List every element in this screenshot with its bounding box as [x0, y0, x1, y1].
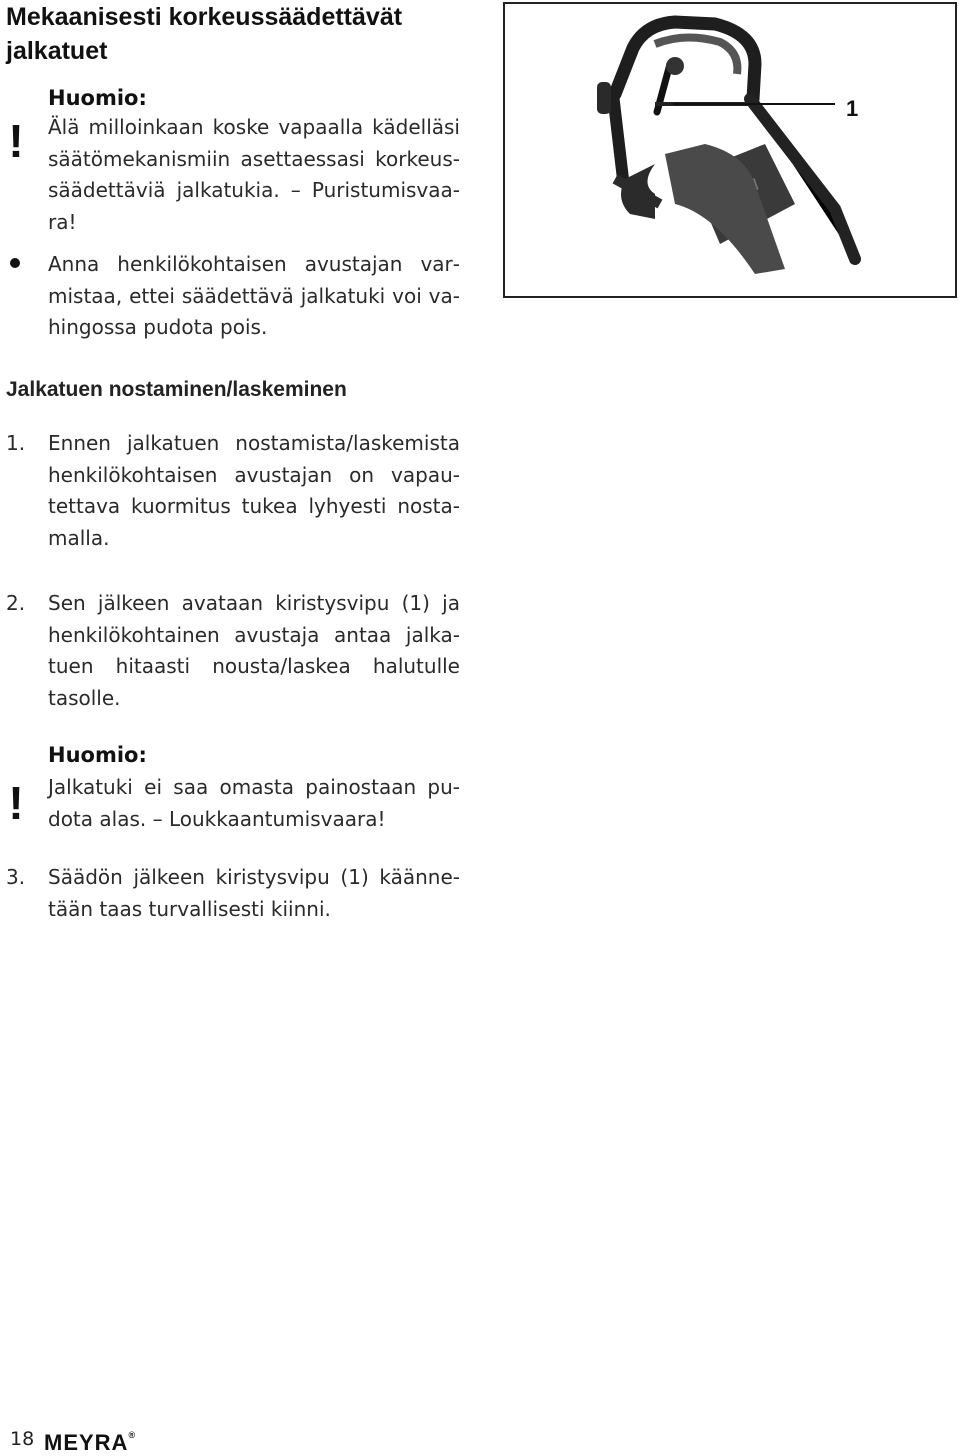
- step-number: 3.: [6, 865, 26, 889]
- footrest-photo: [503, 2, 957, 298]
- bullet-text: Anna henkilökohtaisen avustajan varmistaa, ettei säädettävä jalkatuki voi vahingossa pudota pois.: [48, 252, 460, 339]
- footrest-illustration: [505, 4, 955, 296]
- callout-number: 1: [846, 96, 859, 121]
- note-text: Älä milloinkaan koske vapaalla kädelläsi säätömekanismiin asettaessasi korkeussäädettäviä jalkatukia. – Puristumisvaara!: [48, 115, 460, 234]
- note-heading: Huomio:: [48, 86, 147, 110]
- page-title: Mekaanisesti korkeussäädettävät jalkatuet: [6, 3, 403, 65]
- step-text: Säädön jälkeen kiristysvipu (1) käännetään taas turvallisesti kiinni.: [48, 865, 460, 921]
- warning-icon: !: [8, 115, 24, 167]
- step-number: 2.: [6, 591, 26, 615]
- section-heading: Jalkatuen nostaminen/laskeminen: [6, 378, 347, 401]
- warning-icon: !: [8, 777, 24, 829]
- page-number: 18: [10, 1428, 35, 1450]
- note-text: Jalkatuki ei saa omasta painostaan pudota alas. – Loukkaantumisvaara!: [48, 775, 460, 831]
- bullet-icon: [10, 258, 20, 268]
- step-number: 1.: [6, 431, 26, 455]
- brand-logo: MEYRA®: [44, 1430, 136, 1455]
- step-text: Sen jälkeen avataan kiristysvipu (1) ja henkilökohtainen avustaja antaa jalkatuen hitaasti nousta/laskea halutulle tasolle.: [48, 591, 460, 710]
- step-text: Ennen jalkatuen nostamista/laskemista henkilökohtaisen avustajan on vapautettava kuormitus tukea lyhyesti nostamalla.: [48, 431, 460, 550]
- note-heading: Huomio:: [48, 743, 147, 767]
